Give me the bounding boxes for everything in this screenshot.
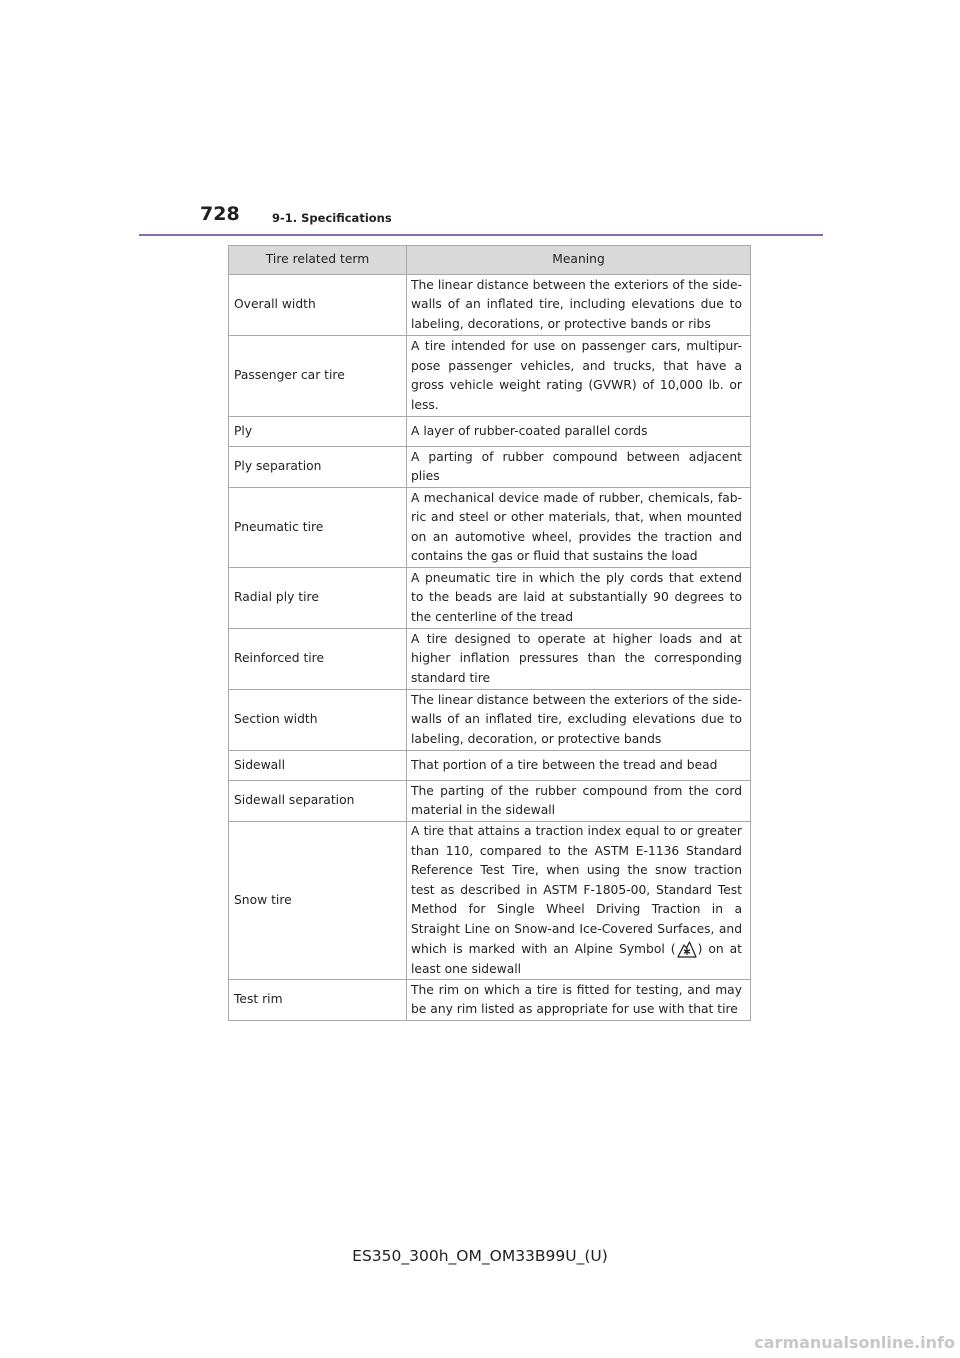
term-cell: Ply [229,417,407,447]
page-number: 728 [200,203,240,225]
term-cell: Sidewall separation [229,781,407,822]
table-row [229,690,751,751]
page-header [139,200,823,236]
meaning-cell: The linear distance between the exteriors of the side-walls of an inflated tire, excluding elevations due to labeling, decoration, or protective bands [407,690,751,751]
meaning-text-before-icon: A tire that attains a traction index equal to or greater than 110, compared to the ASTM E-1136 Standard Reference Test Tire, when using the snow traction test as described in ASTM F-1805-00, Standard Test Method for Single Wheel Driving Traction in a Straight Line on Snow-and Ice-Covered Surfaces, and which is marked with an Alpine Symbol ( [411,824,742,956]
table-row [229,980,751,1021]
meaning-cell: The rim on which a tire is fitted for testing, and may be any rim listed as appropriate for use with that tire [407,980,751,1021]
term-cell: Pneumatic tire [229,488,407,568]
meaning-cell: A parting of rubber compound between adjacent plies [407,447,751,488]
table-row [229,447,751,488]
table-header-row [229,246,751,275]
table-row [229,751,751,781]
term-cell: Radial ply tire [229,568,407,629]
column-header-term: Tire related term [229,246,407,275]
meaning-cell: A tire intended for use on passenger cars, multipur-pose passenger vehicles, and trucks, that have a gross vehicle weight rating (GVWR) of 10,000 lb. or less. [407,336,751,417]
meaning-text-after-icon: ) on at least one sidewall [411,942,742,976]
term-cell: Test rim [229,980,407,1021]
table-row [229,568,751,629]
table-row [229,417,751,447]
section-title: 9-1. Specifications [272,211,392,225]
meaning-cell: The linear distance between the exteriors of the side-walls of an inflated tire, including elevations due to labeling, decorations, or protective bands or ribs [407,275,751,336]
watermark: carmanualsonline.info [754,1333,955,1352]
term-cell: Ply separation [229,447,407,488]
tire-terms-table [228,245,751,1021]
column-header-meaning: Meaning [407,246,751,275]
meaning-cell: A layer of rubber-coated parallel cords [407,417,751,447]
term-cell: Passenger car tire [229,336,407,417]
term-cell: Section width [229,690,407,751]
term-cell: Reinforced tire [229,629,407,690]
table-row [229,629,751,690]
term-cell: Sidewall [229,751,407,781]
document-code: ES350_300h_OM_OM33B99U_(U) [352,1247,608,1265]
meaning-cell: A pneumatic tire in which the ply cords that extend to the beads are laid at substantially 90 degrees to the centerline of the tread [407,568,751,629]
term-cell: Overall width [229,275,407,336]
meaning-cell: The parting of the rubber compound from the cord material in the sidewall [407,781,751,822]
meaning-cell: A tire designed to operate at higher loads and at higher inflation pressures than the corresponding standard tire [407,629,751,690]
table-row [229,488,751,568]
meaning-cell: That portion of a tire between the tread and bead [407,751,751,781]
alpine-symbol-icon [677,939,697,958]
table-row [229,781,751,822]
table-row [229,275,751,336]
term-cell: Snow tire [229,822,407,980]
meaning-cell: A mechanical device made of rubber, chemicals, fab-ric and steel or other materials, that, when mounted on an automotive wheel, provides the traction and contains the gas or fluid that sustains the load [407,488,751,568]
table-row [229,336,751,417]
table-row [229,822,751,980]
meaning-cell [407,822,751,980]
